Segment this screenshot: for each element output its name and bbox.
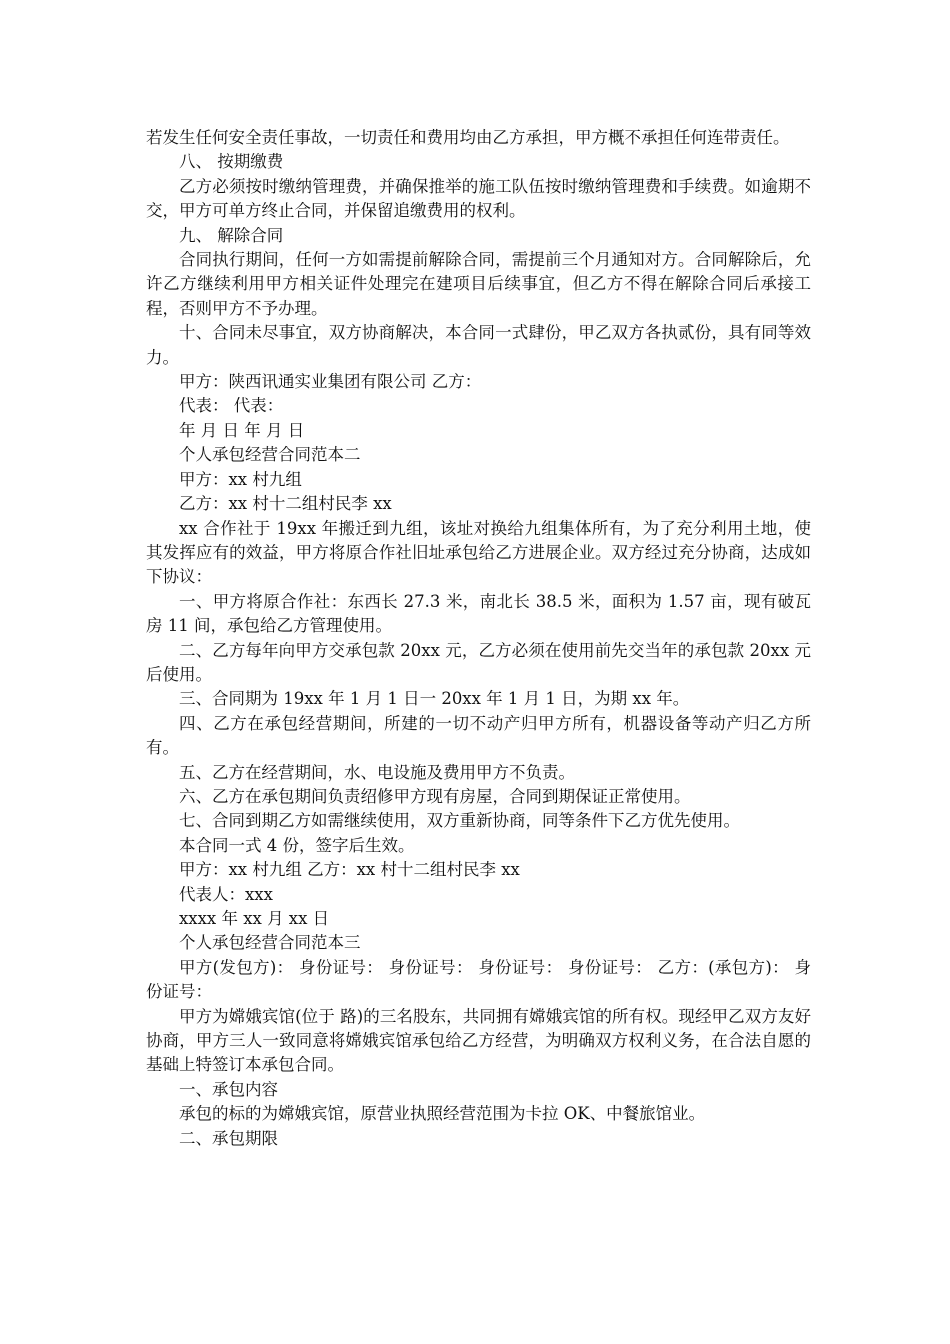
template-3-preamble: 甲方为嫦娥宾馆(位于 路)的三名股东，共同拥有嫦娥宾馆的所有权。现经甲乙双方友好协商，甲方三人一致同意将嫦娥宾馆承包给乙方经营，为明确双方权利义务，在合法自愿的基础上特签订本承包合同。 — [146, 1006, 811, 1075]
template-2-clause-6: 六、乙方在承包期间负责绍修甲方现有房屋，合同到期保证正常使用。 — [179, 786, 691, 806]
template-2-clause-5: 五、乙方在经营期间，水、电设施及费用甲方不负责。 — [179, 762, 575, 782]
template-2-title: 个人承包经营合同范本二 — [179, 445, 361, 465]
template-2-representative: 代表人：xxx — [179, 884, 273, 904]
document-body — [146, 126, 811, 1151]
heading-section-8: 八、 按期缴费 — [179, 152, 284, 172]
signature-parties-1: 甲方：陕西讯通实业集团有限公司 乙方： — [179, 372, 482, 392]
template-2-copies: 本合同一式 4 份，签字后生效。 — [179, 835, 415, 855]
template-2-signature-parties: 甲方：xx 村九组 乙方：xx 村十二组村民李 xx — [179, 860, 520, 880]
template-2-clause-7: 七、合同到期乙方如需继续使用，双方重新协商，同等条件下乙方优先使用。 — [179, 811, 740, 831]
heading-section-9: 九、 解除合同 — [179, 225, 284, 245]
signature-dates-1: 年 月 日 年 月 日 — [179, 420, 305, 440]
template-2-clause-1: 一、甲方将原合作社：东西长 27.3 米，南北长 38.5 米，面积为 1.57 亩，现有破瓦房 11 间，承包给乙方管理使用。 — [146, 591, 811, 636]
template-2-clause-2: 二、乙方每年向甲方交承包款 20xx 元，乙方必须在使用前先交当年的承包款 20xx 元后使用。 — [146, 640, 811, 684]
template-2-date: xxxx 年 xx 月 xx 日 — [179, 909, 330, 928]
paragraph-payment: 乙方必须按时缴纳管理费，并确保推举的施工队伍按时缴纳管理费和手续费。如逾期不交，甲方可单方终止合同，并保留追缴费用的权利。 — [146, 176, 811, 221]
template-3-heading-2: 二、承包期限 — [179, 1128, 278, 1148]
template-2-party-a: 甲方：xx 村九组 — [179, 469, 302, 489]
template-3-title: 个人承包经营合同范本三 — [179, 933, 361, 953]
template-2-clause-4: 四、乙方在承包经营期间，所建的一切不动产归甲方所有，机器设备等动产归乙方所有。 — [146, 713, 811, 758]
template-2-preamble: xx 合作社于 19xx 年搬迁到九组，该址对换给九组集体所有，为了充分利用土地，使其发挥应有的效益，甲方将原合作社旧址承包给乙方进展企业。双方经过充分协商，达成如下协议： — [146, 518, 811, 587]
paragraph-liability-continued: 若发生任何安全责任事故，一切责任和费用均由乙方承担，甲方概不承担任何连带责任。 — [146, 128, 790, 147]
signature-representatives-1: 代表： 代表： — [179, 396, 284, 416]
template-3-heading-1: 一、承包内容 — [179, 1079, 278, 1099]
template-3-parties: 甲方(发包方)： 身份证号： 身份证号： 身份证号： 身份证号： 乙方：(承包方)： 身份证号： — [146, 957, 811, 1002]
template-2-party-b: 乙方：xx 村十二组村民李 xx — [179, 494, 392, 514]
paragraph-section-10: 十、合同未尽事宜，双方协商解决，本合同一式肆份，甲乙双方各执贰份，具有同等效力。 — [146, 323, 811, 367]
template-2-clause-3: 三、合同期为 19xx 年 1 月 1 日一 20xx 年 1 月 1 日，为期 xx 年。 — [179, 689, 690, 709]
paragraph-termination: 合同执行期间，任何一方如需提前解除合同，需提前三个月通知对方。合同解除后，允许乙方继续利用甲方相关证件处理完在建项目后续事宜，但乙方不得在解除合同后承接工程，否则甲方不予办理。 — [146, 250, 811, 318]
template-3-content: 承包的标的为嫦娥宾馆，原营业执照经营范围为卡拉 OK、中餐旅馆业。 — [179, 1104, 706, 1124]
